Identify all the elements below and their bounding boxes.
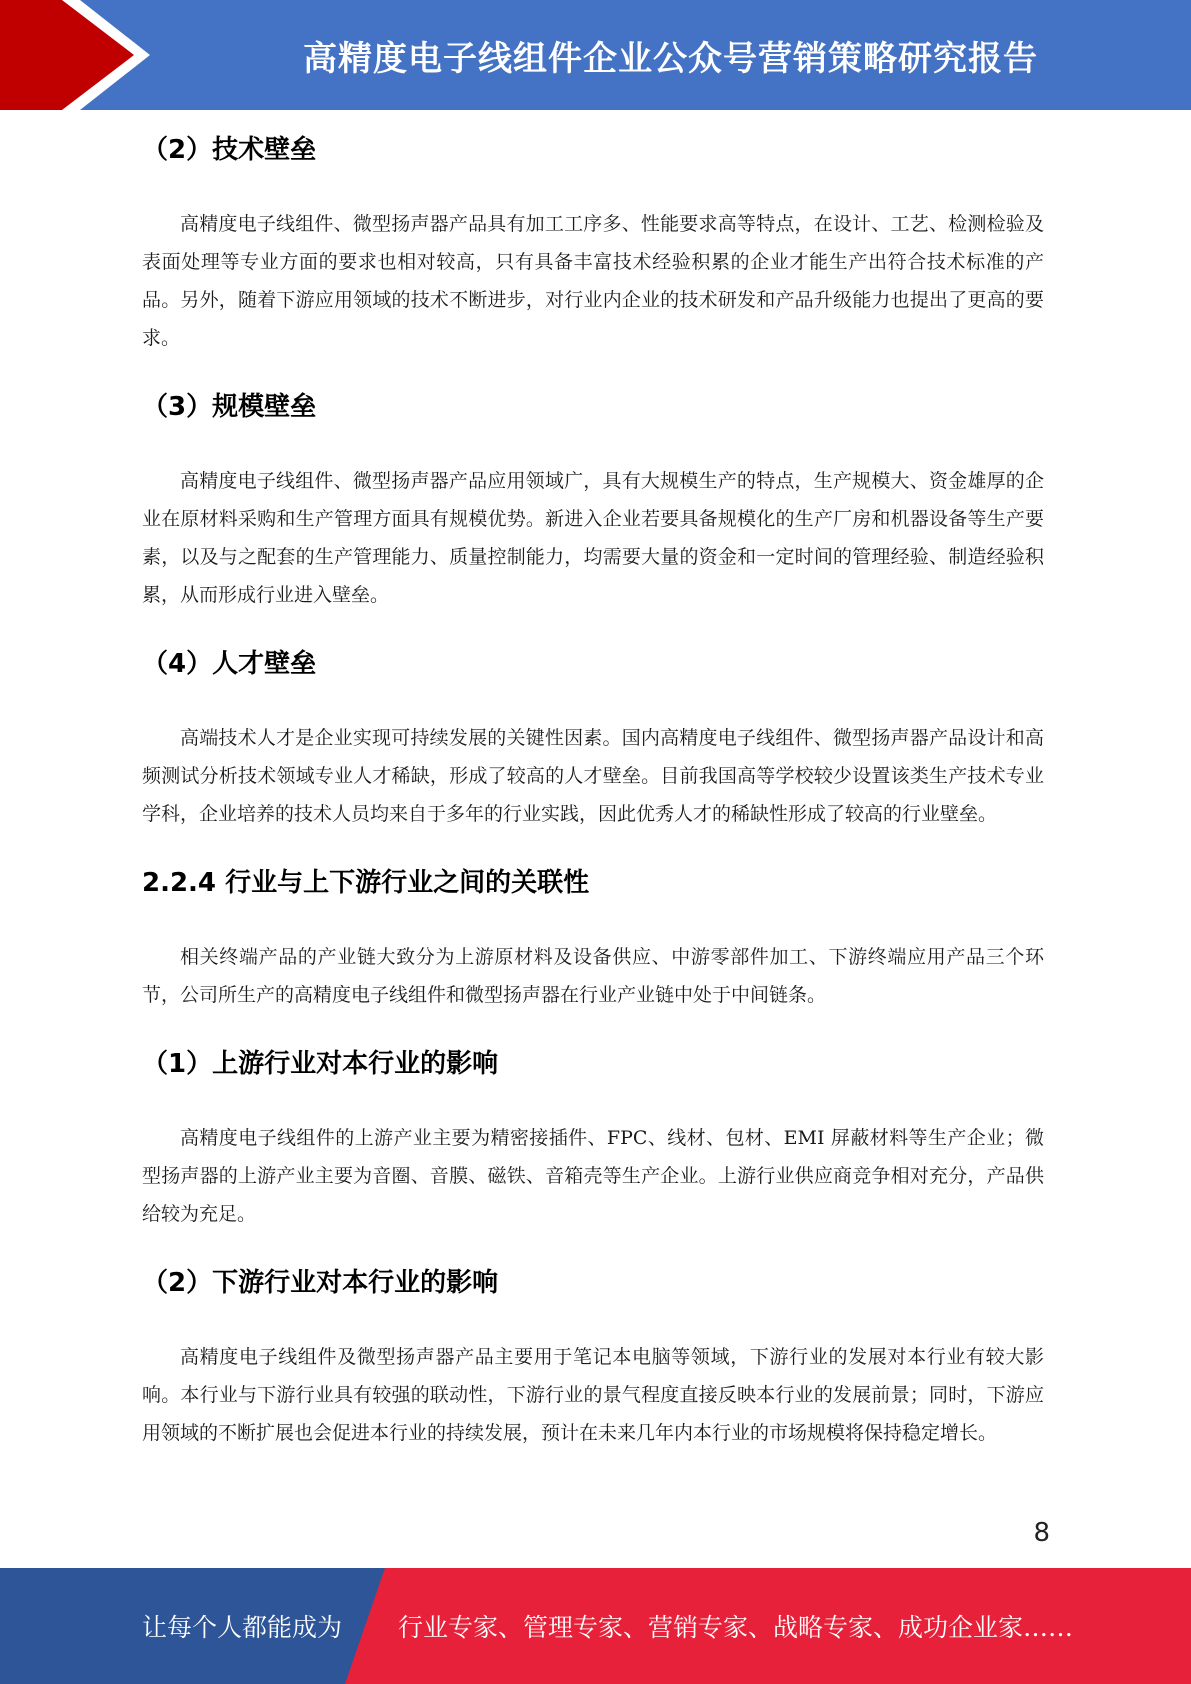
paragraph-scale-barrier: 高精度电子线组件、微型扬声器产品应用领域广，具有大规模生产的特点，生产规模大、资金雄厚的企业在原材料采购和生产管理方面具有规模优势。新进入企业若要具备规模化的生产厂房和机器设备等生产要素，以及与之配套的生产管理能力、质量控制能力，均需要大量的资金和一定时间的管理经验、制造经验积累，从而形成行业进入壁垒。 bbox=[142, 470, 1044, 606]
section-heading-downstream: （2）下游行业对本行业的影响 bbox=[142, 1268, 499, 1298]
footer-slogan-right: 行业专家、管理专家、营销专家、战略专家、成功企业家…… bbox=[398, 1613, 1074, 1642]
paragraph-industry-chain: 相关终端产品的产业链大致分为上游原材料及设备供应、中游零部件加工、下游终端应用产品三个环节，公司所生产的高精度电子线组件和微型扬声器在行业产业链中处于中间链条。 bbox=[142, 946, 1044, 1006]
page-footer bbox=[0, 1568, 1191, 1684]
section-heading-upstream: （1）上游行业对本行业的影响 bbox=[142, 1049, 499, 1079]
footer-slogan-left: 让每个人都能成为 bbox=[142, 1613, 343, 1642]
section-heading-2-2-4: 2.2.4 行业与上下游行业之间的关联性 bbox=[142, 868, 590, 898]
report-title: 高精度电子线组件企业公众号营销策略研究报告 bbox=[303, 38, 1038, 79]
page-header bbox=[0, 0, 1191, 110]
section-heading-tech-barrier: （2）技术壁垒 bbox=[142, 135, 317, 165]
paragraph-downstream: 高精度电子线组件及微型扬声器产品主要用于笔记本电脑等领域，下游行业的发展对本行业有较大影响。本行业与下游行业具有较强的联动性，下游行业的景气程度直接反映本行业的发展前景；同时，下游应用领域的不断扩展也会促进本行业的持续发展，预计在未来几年内本行业的市场规模将保持稳定增长。 bbox=[142, 1346, 1044, 1444]
header-arrow-decoration bbox=[0, 0, 150, 110]
paragraph-talent-barrier: 高端技术人才是企业实现可持续发展的关键性因素。国内高精度电子线组件、微型扬声器产品设计和高频测试分析技术领域专业人才稀缺，形成了较高的人才壁垒。目前我国高等学校较少设置该类生产技术专业学科，企业培养的技术人员均来自于多年的行业实践，因此优秀人才的稀缺性形成了较高的行业壁垒。 bbox=[142, 727, 1044, 825]
page-number: 8 bbox=[1033, 1518, 1050, 1548]
paragraph-upstream: 高精度电子线组件的上游产业主要为精密接插件、FPC、线材、包材、EMI 屏蔽材料等生产企业；微型扬声器的上游产业主要为音圈、音膜、磁铁、音箱壳等生产企业。上游行业供应商竞争相对充分，产品供给较为充足。 bbox=[142, 1127, 1044, 1225]
section-heading-talent-barrier: （4）人才壁垒 bbox=[142, 649, 317, 679]
paragraph-tech-barrier: 高精度电子线组件、微型扬声器产品具有加工工序多、性能要求高等特点，在设计、工艺、检测检验及表面处理等专业方面的要求也相对较高，只有具备丰富技术经验积累的企业才能生产出符合技术标准的产品。另外，随着下游应用领域的技术不断进步，对行业内企业的技术研发和产品升级能力也提出了更高的要求。 bbox=[142, 213, 1044, 349]
page-content bbox=[142, 110, 1044, 1452]
section-heading-scale-barrier: （3）规模壁垒 bbox=[142, 392, 317, 422]
